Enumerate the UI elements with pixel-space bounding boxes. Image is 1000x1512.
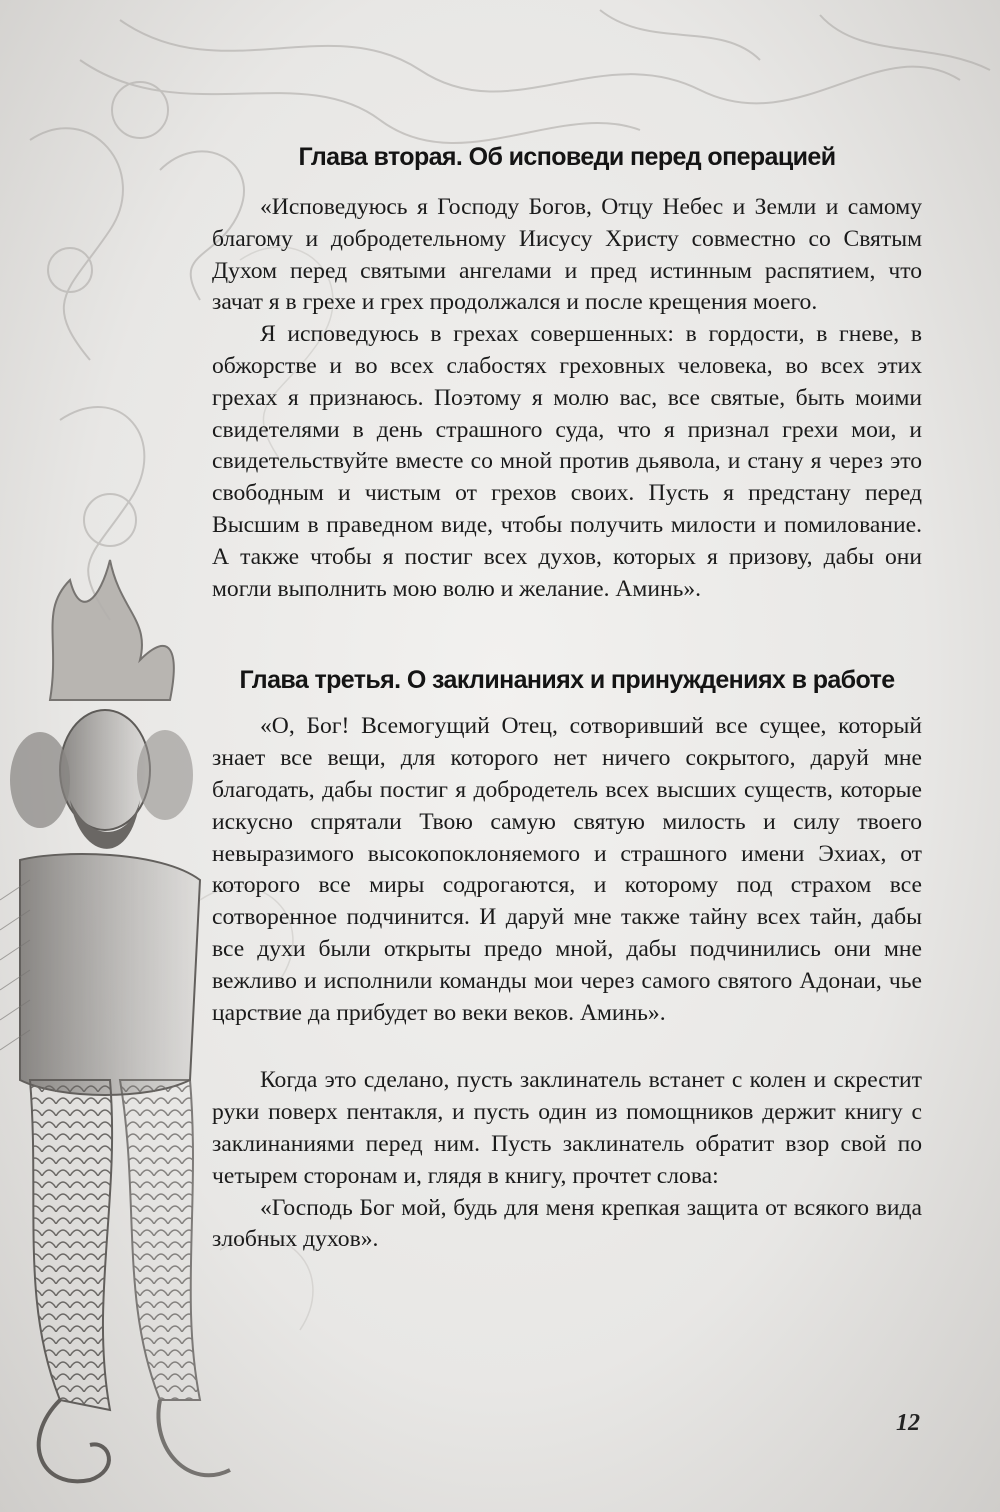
chapter-2-paragraph-1: «Исповедуюсь я Господу Богов, Отцу Небес и Земли и самому благому и добродетельному Иисусу Христу совместно со Святым Духом перед святыми ангелами и пред истинным распятием, что зачат я в грехе и грех продолжался и после крещения моего. [212, 194, 922, 316]
deity-figure-illustration [0, 560, 230, 1481]
chapter-2-heading: Глава вторая. Об исповеди перед операцией [298, 143, 836, 171]
chapter-2-paragraph-2: Я исповедуюсь в грехах совершенных: в гордости, в гневе, в обжорстве и во всех слабостях греховных человека, во всех этих грехах я признаюсь. Поэтому я молю вас, все святые, быть моими свидетелями в день страшного суда, что я признал грехи мои, и свидетельствуйте вместе со мной против дьявола, и стану я через это свободным и чистым от грехов своих. Пусть я предстану перед Высшим в праведном виде, чтобы получить милости и помилование. А также чтобы я постиг всех духов, которых я призову, дабы они могли выполнить мою волю и желание. Аминь». [212, 321, 922, 602]
chapter-3-heading: Глава третья. О заклинаниях и принуждениях в работе [239, 666, 895, 695]
chapter-3-paragraph-2: Когда это сделано, пусть заклинатель встанет с колен и скрестит руки поверх пентакля, и пусть один из помощников держит книгу с заклинаниями перед ним. Пусть заклинатель обратит взор свой по четырем сторонам и, глядя в книгу, прочтет слова: [212, 1067, 922, 1189]
chapter-3-paragraph-1: «О, Бог! Всемогущий Отец, сотворивший все сущее, который знает все вещи, для которого нет ничего сокрытого, даруй мне благодать, дабы постиг я добродетель всех высших существ, которые искусно спрятали Твою самую святую милость и силу твоего невыразимого высокопоклоняемого и страшного имени Эхиах, от которого все миры содрогаются, и которому под страхом все сотворенное подчинится. И даруй мне также тайну всех тайн, дабы все духи были открыты предо мной, дабы подчинились они мне вежливо и исполнили команды мои через самого святого Адонаи, чье царствие да прибудет во веки веков. Аминь». [212, 713, 922, 1026]
page-number: 12 [896, 1410, 920, 1436]
page-content [212, 140, 922, 1256]
chapter-3-paragraph-3: «Господь Бог мой, будь для меня крепкая защита от всякого вида злобных духов». [212, 1194, 922, 1253]
